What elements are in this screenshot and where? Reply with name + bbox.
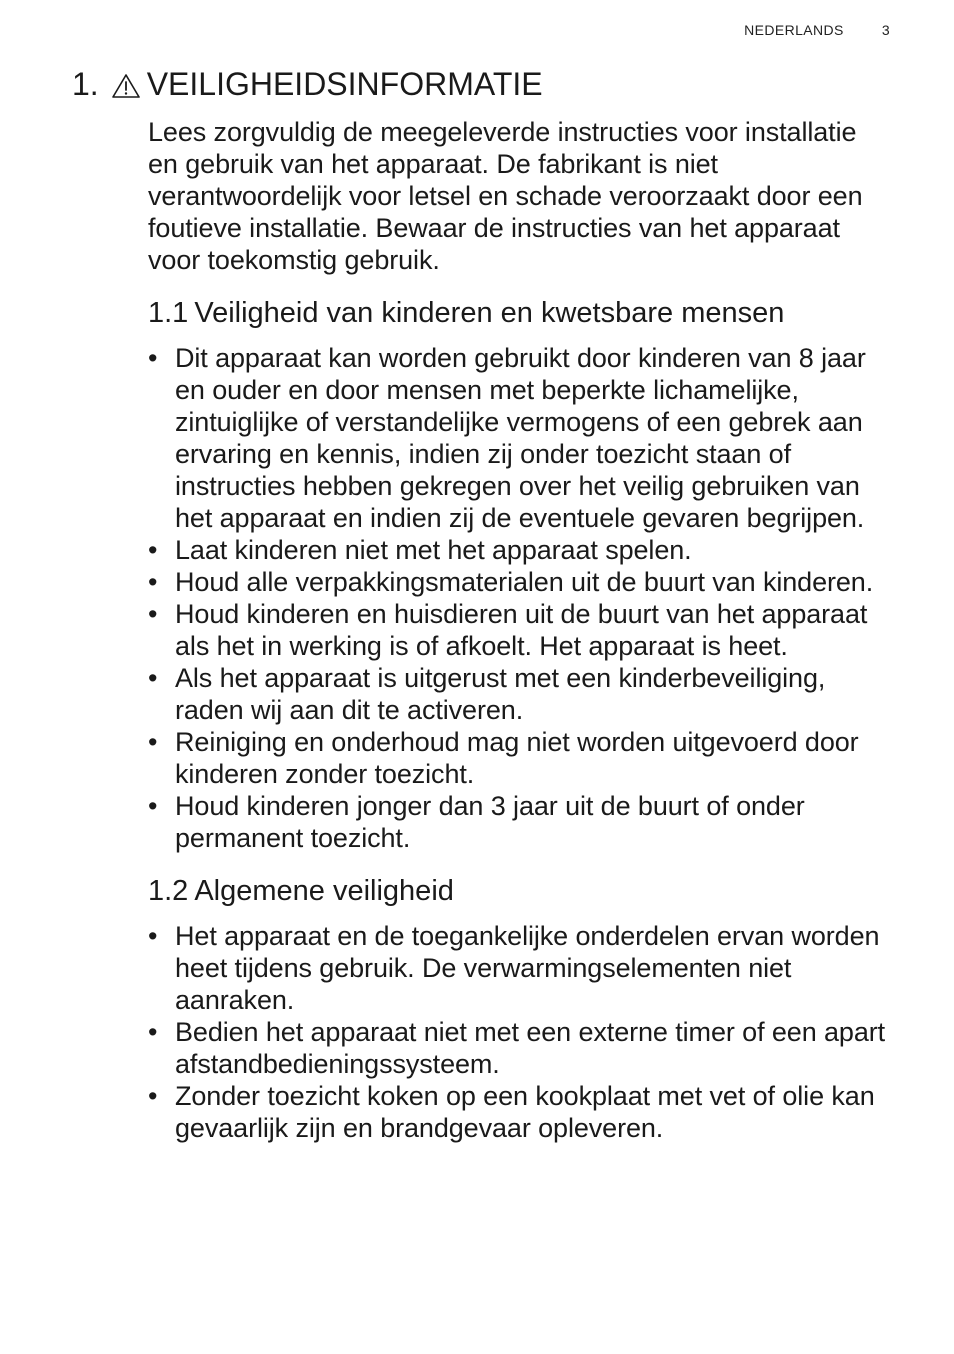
list-item-text: Zonder toezicht koken op een kookplaat met vet of olie kan gevaarlijk zijn en brandgevaar opleveren.: [175, 1081, 875, 1143]
page-number: 3: [881, 22, 890, 38]
list-item: [148, 662, 893, 726]
list-item-text: Reiniging en onderhoud mag niet worden uitgevoerd door kinderen zonder toezicht.: [175, 727, 859, 789]
list-item: [148, 1016, 893, 1080]
warning-triangle-icon: [111, 70, 141, 96]
list-item-text: Houd kinderen jonger dan 3 jaar uit de buurt of onder permanent toezicht.: [175, 791, 805, 853]
bullet-icon: •: [148, 599, 158, 629]
list-item: [148, 534, 893, 566]
list-item-text: Houd alle verpakkingsmaterialen uit de buurt van kinderen.: [175, 567, 874, 597]
list-item: [148, 920, 893, 1016]
main-content: [148, 116, 893, 1164]
list-item-text: Laat kinderen niet met het apparaat spelen.: [175, 535, 692, 565]
language-label: NEDERLANDS: [744, 22, 844, 38]
bullet-icon: •: [148, 343, 158, 373]
page-header: [744, 22, 890, 38]
list-item: [148, 566, 893, 598]
subsection-title: Algemene veiligheid: [194, 875, 454, 907]
subsection-number: 1.2: [148, 875, 189, 907]
bullet-icon: •: [148, 1081, 158, 1111]
bullet-icon: •: [148, 921, 158, 951]
list-item: [148, 790, 893, 854]
bullet-icon: •: [148, 567, 158, 597]
subsections: [148, 296, 893, 1144]
bullet-icon: •: [148, 1017, 158, 1047]
section-title-text: VEILIGHEIDSINFORMATIE: [146, 66, 543, 102]
list-item-text: Als het apparaat is uitgerust met een kinderbeveiliging, raden wij aan dit te activeren.: [175, 663, 826, 725]
bullet-icon: •: [148, 727, 158, 757]
subsection-number: 1.1: [148, 297, 189, 329]
intro-paragraph: Lees zorgvuldig de meegeleverde instructies voor installatie en gebruik van het apparaat. De fabrikant is niet verantwoordelijk voor letsel en schade veroorzaakt door een foutieve installatie. Bewaar de instructies van het apparaat voor toekomstig gebruik.: [148, 117, 863, 275]
list-item-text: Dit apparaat kan worden gebruikt door kinderen van 8 jaar en ouder en door mensen met beperkte lichamelijke, zintuiglijke of verstandelijke vermogens of een gebrek aan ervaring en kennis, indien zij onder toezicht staan of instructies hebben gekregen over het veilig gebruiken van het apparaat en indien zij de eventuele gevaren begrijpen.: [175, 343, 866, 533]
list-item-text: Het apparaat en de toegankelijke onderdelen ervan worden heet tijdens gebruik. De verwarmingselementen niet aanraken.: [175, 921, 880, 1015]
bullet-list: [148, 342, 893, 854]
list-item-text: Houd kinderen en huisdieren uit de buurt van het apparaat als het in werking is of afkoelt. Het apparaat is heet.: [175, 599, 868, 661]
bullet-icon: •: [148, 791, 158, 821]
section-number: 1.: [72, 66, 99, 102]
list-item: [148, 342, 893, 534]
list-item: [148, 1080, 893, 1144]
list-item-text: Bedien het apparaat niet met een externe timer of een apart afstandbedieningssysteem.: [175, 1017, 886, 1079]
subsection-heading: [148, 874, 893, 908]
bullet-icon: •: [148, 663, 158, 693]
bullet-icon: •: [148, 535, 158, 565]
subsection-heading: [148, 296, 893, 330]
subsection-title: Veiligheid van kinderen en kwetsbare mensen: [194, 297, 785, 329]
list-item: [148, 598, 893, 662]
bullet-list: [148, 920, 893, 1144]
section-title: [72, 66, 543, 103]
list-item: [148, 726, 893, 790]
